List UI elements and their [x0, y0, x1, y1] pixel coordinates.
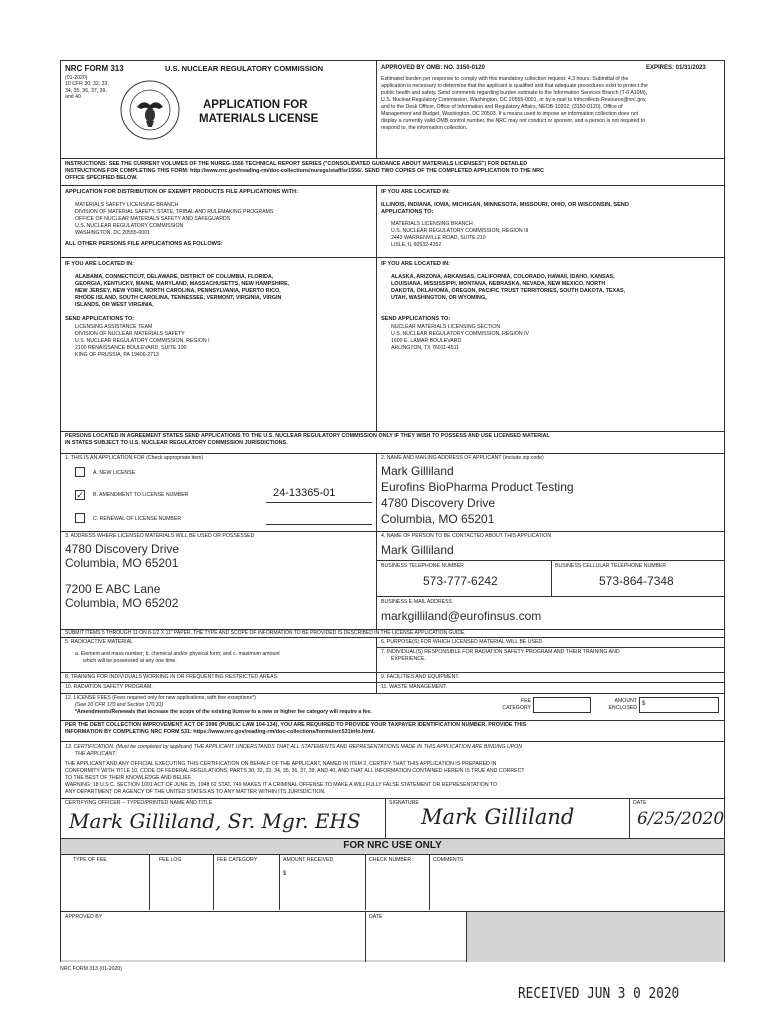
amendment-checkbox[interactable] [75, 490, 85, 500]
cfr-parts: 10 CFR 30, 32, 33, 34, 35, 36, 37, 39, and 40 [65, 81, 109, 101]
agreement-states: IN STATES SUBJECT TO U.S. NUCLEAR REGULATORY COMMISSION JURISDICTIONS. [65, 440, 288, 446]
email-label: BUSINESS E-MAIL ADDRESS [381, 599, 453, 605]
located-heading: IF YOU ARE LOCATED IN: [65, 261, 134, 267]
submit-items-note: SUBMIT ITEMS 5 THROUGH 11 ON 8-1/2 X 11" PAPER. THE TYPE AND SCOPE OF INFORMATION TO BE PROVIDED IS DESCRIBED IN THE LICENSE APPLICATION GUIDE. [65, 630, 466, 636]
burden-line: Management and Budget, Washington, DC 20503. If a means used to impose an information collection does not [381, 111, 639, 117]
burden-line: respond to, the information collection. [381, 125, 468, 131]
item5a-text: which will be possessed at any one time. [83, 658, 177, 664]
use-address-2[interactable]: 7200 E ABC Lane [65, 582, 161, 596]
signature-label: SIGNATURE [389, 800, 419, 806]
address-line: OFFICE OF NUCLEAR MATERIALS SAFETY AND SAFEGUARDS [75, 216, 231, 222]
fee-category-label: FEE CATEGORY [502, 698, 531, 711]
approved-by-label: APPROVED BY [65, 914, 103, 920]
located-heading: IF YOU ARE LOCATED IN: [381, 261, 450, 267]
address-line: 2100 RENAISSANCE BOULEVARD, SUITE 100 [75, 345, 187, 351]
address-line: U.S. NUCLEAR REGULATORY COMMISSION, REGION III [391, 228, 529, 234]
address-line: 1600 E. LAMAR BOULEVARD [391, 338, 462, 344]
send-to: SEND APPLICATIONS TO: [65, 316, 135, 322]
applicant-name[interactable]: Mark Gilliland [381, 464, 454, 478]
region1-states: GEORGIA, KENTUCKY, MAINE, MARYLAND, MASSACHUSETTS, NEW HAMPSHIRE, [75, 281, 290, 287]
item7-label: EXPERIENCE. [391, 656, 426, 662]
burden-line: display a currently valid OMB control number, the NRC may not conduct or sponsor, and a person is not required to [381, 118, 646, 124]
address-line: ARLINGTON, TX 76011-4511 [391, 345, 459, 351]
form-revision: (01-2020) [65, 75, 88, 81]
email-value[interactable]: markgilliland@eurofinsus.com [381, 609, 542, 623]
burden-line: U.S. Nuclear Regulatory Commission, Washington, DC 20555-0001, or by e-mail to Infocollects.Resource@nrc.gov, [381, 97, 647, 103]
title-line-1: APPLICATION FOR [203, 99, 308, 111]
received-stamp: RECEIVED JUN 3 0 2020 [518, 984, 680, 1002]
address-line: LISLE, IL 60532-4352 [391, 242, 442, 248]
officer-name-title[interactable]: Mark Gilliland, Sr. Mgr. EHS [69, 809, 361, 833]
agency-name: U.S. NUCLEAR REGULATORY COMMISSION [165, 64, 324, 73]
located-heading: IF YOU ARE LOCATED IN: [381, 189, 450, 195]
col-fee-category: FEE CATEGORY [217, 857, 258, 863]
address-line: NUCLEAR MATERIALS LICENSING SECTION [391, 324, 501, 330]
certification-text: WARNING: 18 U.S.C. SECTION 1001 ACT OF JUNE 25, 1948 62 STAT. 749 MAKES IT A CRIMINAL OFFENSE TO MAKE A WILLFULLY FALSE STATEMENT OR REPRESENTATION TO [65, 782, 498, 788]
amount-enclosed-label: AMOUNT ENCLOSED [608, 698, 637, 711]
cell-label: BUSINESS CELLULAR TELEPHONE NUMBER [555, 563, 667, 569]
date-label: DATE [633, 800, 647, 806]
amendment-label: B. AMENDMENT TO LICENSE NUMBER [93, 492, 189, 498]
address-line: WASHINGTON, DC 20555-0001 [75, 230, 150, 236]
applicant-company[interactable]: Eurofins BioPharma Product Testing [381, 480, 574, 494]
item12-reference: (See 10 CFR 170 and Section 170.31) [75, 702, 164, 708]
region4-states: LOUISIANA, MISSISSIPPI, MONTANA, NEBRASKA, NEVADA, NEW MEXICO, NORTH [391, 281, 606, 287]
certification-text: THE APPLICANT AND ANY OFFICIAL EXECUTING THIS CERTIFICATION ON BEHALF OF THE APPLICANT, NAMED IN ITEM 2, CERTIFY THAT THIS APPLICATION IS PREPARED IN [65, 761, 497, 767]
agreement-states: PERSONS LOCATED IN AGREEMENT STATES SEND APPLICATIONS TO THE U.S. NUCLEAR REGULATORY COMMISSION ONLY IF THEY WISH TO POSSESS AND USE LICENSED MATERIAL [65, 433, 550, 439]
fee-category-field[interactable] [533, 697, 591, 713]
region3-states: ILLINOIS, INDIANA, IOWA, MICHIGAN, MINNESOTA, MISSOURI, OHIO, OR WISCONSIN, SEND [381, 202, 629, 208]
item9-label: 9. FACILITIES AND EQUIPMENT. [381, 674, 460, 680]
address-line: U.S. NUCLEAR REGULATORY COMMISSION, REGION I [75, 338, 210, 344]
dollar-sign: $ [642, 701, 646, 707]
region1-states: NEW JERSEY, NEW YORK, NORTH CAROLINA, PENNSYLVANIA, PUERTO RICO, [75, 288, 281, 294]
burden-line: application is necessary to determine that the applicant is qualified and that adequate procedures exist to protect the [381, 83, 648, 89]
region4-states: DAKOTA, OKLAHOMA, OREGON, PACIFIC TRUST TERRITORIES, SOUTH DAKOTA, TEXAS, [391, 288, 626, 294]
address-line: DIVISION OF MATERIAL SAFETY, STATE, TRIBAL AND RULEMAKING PROGRAMS [75, 209, 274, 215]
item6-label: 6. PURPOSE(S) FOR WHICH LICENSED MATERIAL WILL BE USED. [381, 639, 544, 645]
nrc-seal-logo [119, 79, 181, 141]
all-other-persons: ALL OTHER PERSONS FILE APPLICATIONS AS FOLLOWS: [65, 241, 223, 247]
renewal-label: C. RENEWAL OF LICENSE NUMBER [93, 516, 182, 522]
title-line-2: MATERIALS LICENSE [199, 113, 319, 125]
item10-label: 10. RADIATION SAFETY PROGRAM. [65, 684, 153, 690]
region1-states: ALABAMA, CONNECTICUT, DELAWARE, DISTRICT OF COLUMBIA, FLORIDA, [75, 274, 274, 280]
form-number: NRC FORM 313 [65, 64, 124, 73]
renewal-checkbox[interactable] [75, 513, 85, 523]
item8-label: 8. TRAINING FOR INDIVIDUALS WORKING IN OR FREQUENTING RESTRICTED AREAS. [65, 674, 279, 680]
region3-states: APPLICATIONS TO: [381, 209, 434, 215]
certification-text: ANY DEPARTMENT OR AGENCY OF THE UNITED STATES AS TO ANY MATTER WITHIN ITS JURISDICTION. [65, 789, 326, 795]
instructions: INSTRUCTIONS FOR COMPLETING THIS FORM: http://www.nrc.gov/reading-rm/doc-collections/nuregs/staff/sr1556/. SEND TWO COPIES OF THE COMPLETED APPLICATION TO THE NRC [65, 168, 544, 174]
certification-text: CONFORMITY WITH TITLE 10, CODE OF FEDERAL REGULATIONS, PARTS 30, 32, 33, 34, 35, 36, 37, 39, AND 40, AND THAT ALL INFORMATION CONTAINED HEREIN IS TRUE AND CORRECT [65, 768, 525, 774]
new-license-label: A. NEW LICENSE [93, 470, 136, 476]
officer-label: CERTIFYING OFFICER -- TYPED/PRINTED NAME AND TITLE [65, 800, 213, 806]
cell-value[interactable]: 573-864-7348 [599, 574, 674, 588]
region4-states: UTAH, WASHINGTON, OR WYOMING, [391, 295, 487, 301]
item4-label: 4. NAME OF PERSON TO BE CONTACTED ABOUT THIS APPLICATION [381, 533, 552, 539]
approved-by-cell [61, 912, 365, 960]
distribution-heading: APPLICATION FOR DISTRIBUTION OF EXEMPT PRODUCTS FILE APPLICATIONS WITH: [65, 189, 298, 195]
item1-label: 1. THIS IS AN APPLICATION FOR (Check appropriate item) [65, 455, 204, 461]
item12-label: 12. LICENSE FEES (Fees required only for new applications, with few exceptions*) [65, 695, 256, 701]
item5a-text: a. Element and mass number; b. chemical and/or physical form; and c. maximum amount [75, 651, 280, 657]
item11-label: 11. WASTE MANAGEMENT. [381, 684, 448, 690]
phone-value[interactable]: 573-777-6242 [423, 574, 498, 588]
col-fee-log: FEE LOG [159, 857, 182, 863]
address-line: U.S. NUCLEAR REGULATORY COMMISSION, REGION IV [391, 331, 529, 337]
applicant-city[interactable]: Columbia, MO 65201 [381, 512, 495, 526]
address-line: U.S. NUCLEAR REGULATORY COMMISSION [75, 223, 184, 229]
burden-line: public health and safety. Send comments regarding burden estimate to the Information Services Branch (T-6 A10M), [381, 90, 648, 96]
use-city-2[interactable]: Columbia, MO 65202 [65, 596, 179, 610]
address-line: 2443 WARRENVILLE ROAD, SUITE 210 [391, 235, 486, 241]
certification-text: TO THE BEST OF THEIR KNOWLEDGE AND BELIEF. [65, 775, 192, 781]
signature-value[interactable]: Mark Gilliland [421, 805, 575, 829]
item5-label: 5. RADIOACTIVE MATERIAL [65, 639, 133, 645]
checkmark-icon: ✓ [76, 490, 84, 500]
burden-line: Estimated burden per response to comply with this mandatory collection request: 4.3 hours. Submittal of the [381, 76, 629, 82]
item13-label: THE APPLICANT. [75, 751, 117, 757]
omb-approval: APPROVED BY OMB: NO. 3150-0120 [381, 65, 485, 71]
new-license-checkbox[interactable] [75, 467, 85, 477]
region1-states: RHODE ISLAND, SOUTH CAROLINA, TENNESSEE, VERMONT, VIRGINIA, VIRGIN [75, 295, 282, 301]
col-type-of-fee: TYPE OF FEE [73, 857, 107, 863]
region1-states: ISLANDS, OR WEST VIRGINIA, [75, 302, 154, 308]
footer-form-number: NRC FORM 313 (01-2020) [60, 966, 122, 972]
burden-line: and to the Desk Officer, Office of Information and Regulatory Affairs, NEOB-10202, (3150-0120), Office of [381, 104, 623, 110]
item7-label: 7. INDIVIDUAL(S) RESPONSIBLE FOR RADIATION SAFETY PROGRAM AND THEIR TRAINING AND [381, 649, 620, 655]
item3-label: 3. ADDRESS WHERE LICENSED MATERIALS WILL BE USED OR POSSESSED [65, 533, 255, 539]
nrc-date-label: DATE [369, 914, 383, 920]
applicant-street[interactable]: 4780 Discovery Drive [381, 496, 496, 510]
col-comments: COMMENTS [433, 857, 464, 863]
debt-act-notice: INFORMATION BY COMPLETING NRC FORM 531: https://www.nrc.gov/reading-rm/doc-collections/forms/nrc531info.html. [65, 729, 375, 735]
use-address-1[interactable]: 4780 Discovery Drive [65, 542, 180, 556]
amount-dollar-sign: $ [283, 871, 287, 877]
amount-enclosed-field[interactable] [639, 697, 719, 713]
instructions: INSTRUCTIONS: SEE THE CURRENT VOLUMES OF THE NUREG-1556 TECHNICAL REPORT SERIES ("CONSOLIDATED GUIDANCE ABOUT MATERIALS LICENSES") FOR DETAILED [65, 161, 528, 167]
address-line: DIVISION OF NUCLEAR MATERIALS SAFETY [75, 331, 185, 337]
date-value[interactable]: 6/25/2020 [637, 809, 725, 829]
phone-label: BUSINESS TELEPHONE NUMBER [381, 563, 464, 569]
item12-note: *Amendments/Renewals that increase the scope of the existing license to a new or higher fee category will require a fee. [75, 709, 372, 715]
address-line: MATERIALS SAFETY LICENSING BRANCH [75, 202, 179, 208]
send-to: SEND APPLICATIONS TO: [381, 316, 451, 322]
application-form [60, 60, 725, 962]
address-line: KING OF PRUSSIA, PA 19406-2713 [75, 352, 159, 358]
address-line: LICENSING ASSISTANCE TEAM [75, 324, 153, 330]
license-number-value[interactable]: 24-13365-01 [273, 487, 336, 499]
debt-act-notice: PER THE DEBT COLLECTION IMPROVEMENT ACT OF 1996 (PUBLIC LAW 104-134), YOU ARE REQUIRED TO PROVIDE YOUR TAXPAYER IDENTIFICATION NUMBER. PROVIDE THIS [65, 722, 527, 728]
item13-label: 13. CERTIFICATION. (Must be completed by applicant) THE APPLICANT UNDERSTANDS THAT ALL STATEMENTS AND REPRESENTATIONS MADE IN THIS APPLICATION ARE BINDING UPON [65, 744, 522, 750]
address-line: MATERIALS LICENSING BRANCH [391, 221, 473, 227]
nrc-use-title: FOR NRC USE ONLY [343, 840, 442, 851]
col-check-number: CHECK NUMBER [369, 857, 412, 863]
item2-label: 2. NAME AND MAILING ADDRESS OF APPLICANT (Include zip code) [381, 455, 544, 461]
expiration-date: EXPIRES: 01/31/2023 [646, 65, 706, 71]
use-city-1[interactable]: Columbia, MO 65201 [65, 556, 179, 570]
instructions: OFFICE SPECIFIED BELOW. [65, 175, 138, 181]
contact-name[interactable]: Mark Gilliland [381, 543, 454, 557]
region4-states: ALASKA, ARIZONA, ARKANSAS, CALIFORNIA, COLORADO, HAWAII, IDAHO, KANSAS, [391, 274, 615, 280]
col-amount-received: AMOUNT RECEIVED [283, 857, 334, 863]
